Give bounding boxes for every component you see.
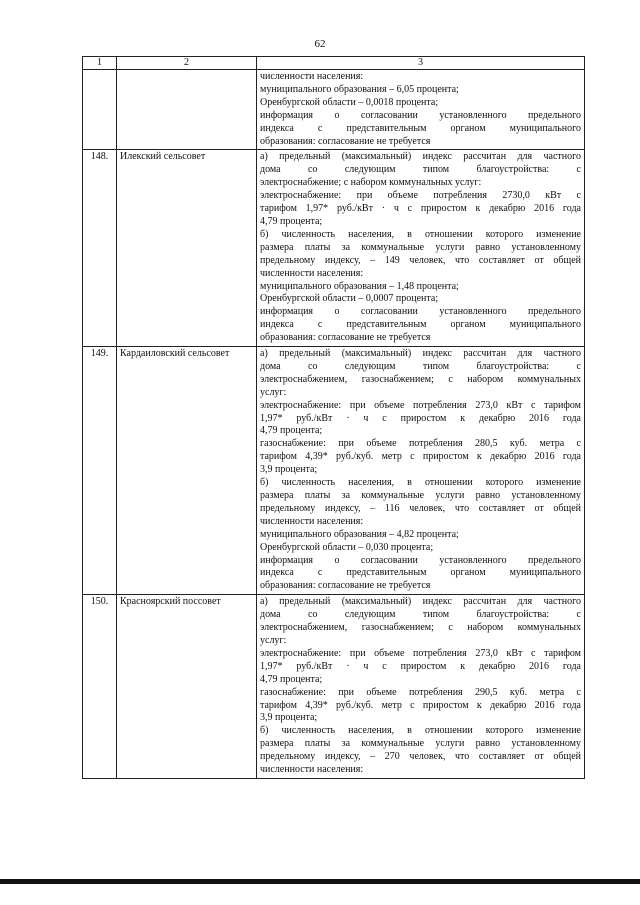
text-line: электроснабжение; с набором коммунальных услуг: bbox=[260, 177, 482, 189]
text-line: индекса с представительным органом муниципального bbox=[260, 319, 581, 331]
text-line: численности населения: bbox=[260, 515, 364, 527]
text-line: 3,9 процента; bbox=[260, 464, 318, 476]
row-number-cell bbox=[83, 70, 117, 150]
row-number-cell: 149. bbox=[83, 347, 117, 595]
text-line: размера платы за коммунальные услуги равно установленному bbox=[260, 738, 581, 750]
text-line: Оренбургской области – 0,030 процента; bbox=[260, 541, 434, 553]
text-line: предельному индексу, – 149 человек, что составляет от общей bbox=[260, 254, 581, 266]
text-line: 3,9 процента; bbox=[260, 712, 318, 724]
description-cell bbox=[257, 70, 585, 150]
text-line: а) предельный (максимальный) индекс рассчитан для частного bbox=[260, 348, 581, 360]
text-line: информация о согласовании установленного предельного bbox=[260, 554, 581, 566]
document-table bbox=[82, 56, 585, 779]
table-header-cell: 3 bbox=[257, 57, 585, 70]
row-number-cell: 148. bbox=[83, 150, 117, 347]
text-line: предельному индексу, – 116 человек, что составляет от общей bbox=[260, 502, 581, 514]
text-line: информация о согласовании установленного предельного bbox=[260, 109, 581, 121]
table-row bbox=[83, 347, 585, 595]
description-cell bbox=[257, 595, 585, 779]
text-line: 4,79 процента; bbox=[260, 425, 323, 437]
bottom-rule bbox=[0, 879, 640, 884]
text-line: электроснабжением, газоснабжением; с набором коммунальных bbox=[260, 622, 581, 634]
text-line: 4,79 процента; bbox=[260, 673, 323, 685]
text-line: муниципального образования – 4,82 процента; bbox=[260, 528, 459, 540]
text-line: Оренбургской области – 0,0007 процента; bbox=[260, 293, 439, 305]
text-line: размера платы за коммунальные услуги равно установленному bbox=[260, 241, 581, 253]
municipality-name-cell: Кардаиловский сельсовет bbox=[117, 347, 257, 595]
text-line: б) численность населения, в отношении которого изменение bbox=[260, 477, 581, 489]
text-line: электроснабжение: при объеме потребления 273,0 кВт с тарифом bbox=[260, 399, 581, 411]
text-line: образования: согласование не требуется bbox=[260, 580, 431, 592]
text-line: электроснабжение: при объеме потребления 2730,0 кВт с bbox=[260, 190, 581, 202]
text-line: муниципального образования – 1,48 процента; bbox=[260, 280, 459, 292]
text-line: а) предельный (максимальный) индекс рассчитан для частного bbox=[260, 151, 581, 163]
text-line: дома со следующим типом благоустройства: с bbox=[260, 164, 581, 176]
text-line: дома со следующим типом благоустройства: с bbox=[260, 360, 581, 372]
municipality-name-cell: Красноярский поссовет bbox=[117, 595, 257, 779]
text-line: электроснабжение: при объеме потребления 273,0 кВт с тарифом bbox=[260, 647, 581, 659]
text-line: электроснабжением, газоснабжением; с набором коммунальных bbox=[260, 373, 581, 385]
table-row-continuation bbox=[83, 70, 585, 150]
page-number: 62 bbox=[314, 38, 326, 50]
text-line: б) численность населения, в отношении которого изменение bbox=[260, 228, 581, 240]
text-line: Оренбургской области – 0,0018 процента; bbox=[260, 96, 439, 108]
text-line: численности населения: bbox=[260, 267, 364, 279]
text-line: 1,97* руб./кВт · ч с приростом к декабрю 2016 года bbox=[260, 412, 581, 424]
municipality-name-cell: Илекский сельсовет bbox=[117, 150, 257, 347]
table-header-cell: 2 bbox=[117, 57, 257, 70]
table-row bbox=[83, 595, 585, 779]
text-line: размера платы за коммунальные услуги равно установленному bbox=[260, 490, 581, 501]
text-line: индекса с представительным органом муниципального bbox=[260, 567, 581, 579]
text-line: тарифом 1,97* руб./кВт · ч с приростом к декабрю 2016 года bbox=[260, 203, 581, 215]
text-line: газоснабжение: при объеме потребления 280,5 куб. метра с bbox=[260, 438, 581, 450]
description-cell bbox=[257, 347, 585, 595]
text-line: б) численность населения, в отношении которого изменение bbox=[260, 725, 581, 737]
text-line: индекса с представительным органом муниципального bbox=[260, 122, 581, 134]
description-cell bbox=[257, 150, 585, 347]
text-line: газоснабжение: при объеме потребления 290,5 куб. метра с bbox=[260, 686, 581, 698]
text-line: численности населения: bbox=[260, 71, 364, 82]
text-line: тарифом 4,39* руб./куб. метр с приростом к декабрю 2016 года bbox=[260, 699, 581, 711]
text-line: тарифом 4,39* руб./куб. метр с приростом к декабрю 2016 года bbox=[260, 451, 581, 463]
text-line: 4,79 процента; bbox=[260, 215, 323, 227]
text-line: а) предельный (максимальный) индекс рассчитан для частного bbox=[260, 596, 581, 608]
text-line: численности населения: bbox=[260, 764, 364, 776]
text-line: дома со следующим типом благоустройства: с bbox=[260, 609, 581, 621]
table-header-row bbox=[83, 57, 585, 70]
text-line: информация о согласовании установленного предельного bbox=[260, 306, 581, 318]
text-line: образования: согласование не требуется bbox=[260, 332, 431, 344]
text-line: услуг: bbox=[260, 386, 287, 398]
row-number-cell: 150. bbox=[83, 595, 117, 779]
table-header-cell: 1 bbox=[83, 57, 117, 70]
text-line: 1,97* руб./кВт · ч с приростом к декабрю 2016 года bbox=[260, 660, 581, 672]
text-line: муниципального образования – 6,05 процента; bbox=[260, 83, 459, 95]
text-line: предельному индексу, – 270 человек, что составляет от общей bbox=[260, 751, 581, 763]
municipality-name-cell bbox=[117, 70, 257, 150]
text-line: услуг: bbox=[260, 634, 287, 646]
table-row bbox=[83, 150, 585, 347]
text-line: образования: согласование не требуется bbox=[260, 135, 431, 147]
